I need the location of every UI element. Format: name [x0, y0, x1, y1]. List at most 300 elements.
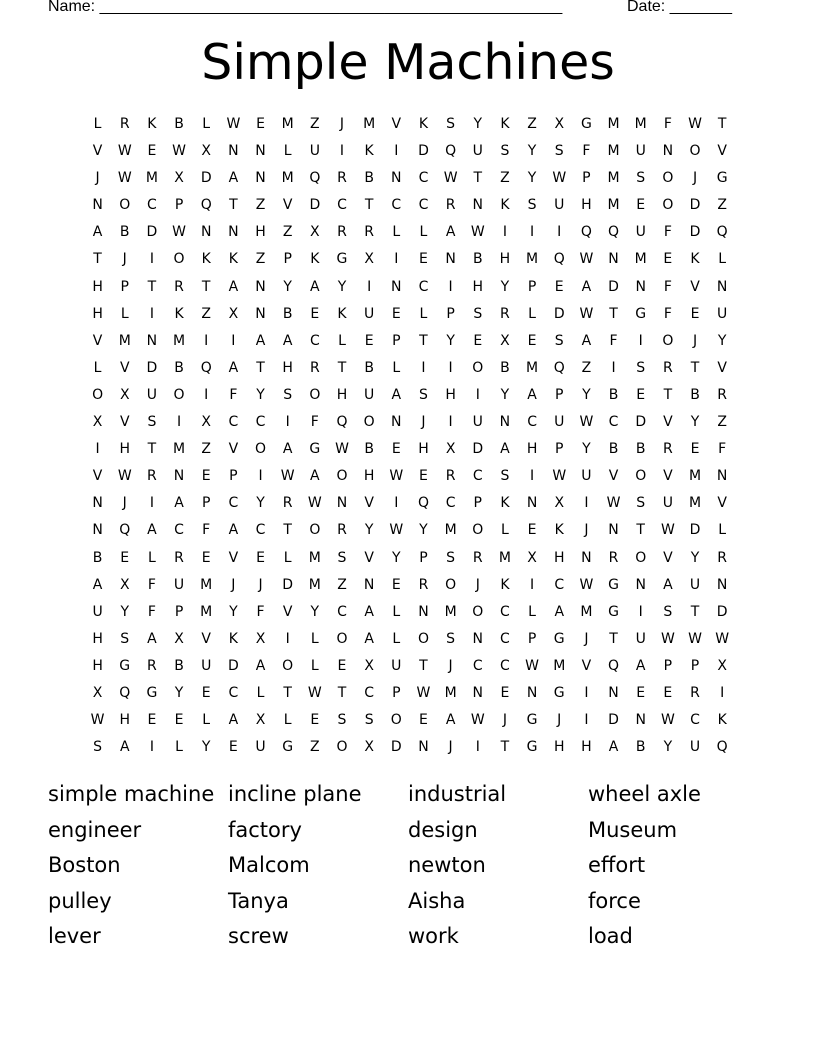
grid-letter: A: [635, 657, 646, 674]
word-list-item: Tanya: [228, 888, 289, 913]
grid-letter: T: [337, 359, 347, 376]
grid-row: [84, 409, 736, 436]
grid-letter: C: [309, 332, 320, 349]
grid-letter: V: [282, 197, 293, 214]
grid-letter: R: [337, 170, 347, 187]
grid-letter: Y: [256, 495, 265, 512]
grid-letter: A: [174, 495, 184, 512]
grid-row: [84, 572, 736, 599]
grid-letter: O: [173, 386, 185, 403]
grid-letter: T: [256, 359, 265, 376]
grid-letter: N: [635, 712, 646, 729]
grid-letter: O: [472, 603, 484, 620]
grid-letter: O: [689, 143, 701, 160]
grid-letter: A: [663, 576, 673, 593]
grid-letter: U: [472, 143, 483, 160]
grid-letter: I: [530, 576, 535, 593]
grid-letter: N: [391, 414, 402, 431]
grid-letter: T: [283, 522, 292, 539]
grid-letter: T: [663, 386, 673, 403]
grid-letter: W: [552, 170, 567, 187]
grid-letter: J: [231, 576, 236, 593]
grid-letter: C: [472, 468, 483, 485]
grid-letter: Y: [527, 143, 537, 160]
grid-row: [84, 626, 736, 653]
grid-letter: S: [446, 549, 456, 566]
grid-letter: M: [607, 197, 620, 214]
grid-letter: A: [228, 170, 239, 187]
grid-letter: K: [717, 712, 727, 729]
grid-letter: L: [528, 305, 536, 322]
grid-letter: R: [147, 468, 157, 485]
grid-letter: Y: [717, 332, 727, 349]
grid-letter: E: [391, 441, 401, 458]
word-list: [48, 777, 788, 955]
grid-letter: Y: [446, 332, 455, 349]
grid-letter: W: [117, 143, 132, 160]
grid-letter: W: [117, 170, 132, 187]
word-list-item: Museum: [588, 817, 678, 842]
grid-letter: S: [500, 468, 510, 485]
grid-row: [84, 246, 736, 273]
grid-letter: C: [228, 495, 239, 512]
grid-letter: W: [389, 468, 404, 485]
grid-letter: X: [527, 549, 537, 566]
grid-letter: R: [472, 549, 483, 566]
grid-letter: E: [527, 522, 537, 539]
page-title: Simple Machines: [201, 34, 615, 91]
grid-letter: Q: [119, 684, 131, 701]
grid-letter: N: [472, 197, 483, 214]
grid-letter: O: [309, 522, 321, 539]
grid-letter: Z: [255, 251, 266, 268]
grid-letter: A: [282, 441, 293, 458]
grid-letter: H: [92, 630, 103, 647]
grid-letter: N: [716, 468, 728, 485]
grid-letter: M: [688, 468, 702, 485]
grid-letter: P: [392, 684, 401, 701]
grid-letter: C: [472, 657, 483, 674]
grid-letter: Q: [608, 657, 620, 674]
grid-letter: A: [500, 441, 510, 458]
grid-letter: R: [119, 116, 130, 132]
grid-letter: Q: [309, 170, 321, 187]
grid-letter: O: [255, 441, 267, 458]
grid-letter: T: [419, 332, 428, 349]
grid-row: [84, 138, 736, 165]
grid-letter: R: [690, 684, 700, 701]
word-list-item: pulley: [48, 888, 112, 913]
grid-letter: S: [93, 739, 103, 756]
grid-letter: W: [90, 712, 105, 729]
grid-letter: L: [202, 116, 211, 132]
grid-letter: P: [174, 197, 184, 214]
grid-letter: H: [92, 657, 103, 674]
grid-letter: I: [95, 441, 100, 458]
grid-letter: T: [690, 359, 700, 376]
grid-letter: D: [689, 522, 701, 539]
grid-letter: X: [364, 657, 374, 674]
grid-letter: U: [554, 414, 565, 431]
grid-letter: M: [200, 576, 213, 593]
grid-letter: N: [255, 170, 266, 187]
grid-letter: L: [93, 359, 102, 376]
grid-letter: S: [147, 414, 157, 431]
grid-letter: N: [363, 576, 375, 593]
letter-grid: [84, 111, 736, 761]
grid-letter: N: [526, 684, 538, 701]
grid-letter: Y: [419, 522, 428, 539]
grid-letter: Q: [580, 224, 592, 241]
grid-letter: Q: [200, 197, 212, 214]
grid-letter: I: [149, 739, 154, 756]
grid-letter: A: [92, 576, 103, 593]
grid-letter: S: [554, 143, 564, 160]
grid-letter: X: [92, 414, 103, 431]
grid-letter: E: [120, 549, 130, 566]
grid-letter: N: [472, 684, 483, 701]
grid-letter: Z: [717, 197, 727, 214]
grid-letter: Z: [527, 116, 537, 132]
grid-letter: W: [715, 630, 730, 647]
grid-letter: A: [391, 386, 402, 403]
word-list-item: Aisha: [408, 888, 466, 913]
grid-letter: O: [635, 549, 647, 566]
word-list-item: load: [588, 924, 633, 948]
grid-letter: P: [527, 630, 537, 647]
grid-letter: M: [173, 441, 186, 458]
grid-letter: O: [336, 468, 348, 485]
grid-letter: K: [364, 143, 374, 160]
grid-letter: V: [717, 495, 727, 512]
grid-letter: R: [147, 657, 157, 674]
grid-letter: W: [117, 468, 132, 485]
grid-letter: S: [446, 630, 456, 647]
grid-letter: X: [119, 576, 130, 593]
grid-letter: I: [584, 712, 589, 729]
grid-letter: O: [309, 386, 321, 403]
grid-letter: N: [336, 495, 348, 512]
grid-letter: M: [607, 116, 620, 132]
grid-letter: M: [498, 549, 511, 566]
grid-row: [84, 707, 736, 734]
grid-letter: M: [607, 143, 620, 160]
grid-letter: H: [499, 251, 511, 268]
grid-letter: L: [93, 116, 102, 132]
grid-letter: U: [717, 305, 728, 322]
grid-letter: I: [204, 332, 209, 349]
grid-letter: A: [364, 603, 374, 620]
grid-letter: N: [418, 739, 429, 756]
grid-letter: Y: [582, 386, 591, 403]
grid-letter: W: [470, 224, 485, 241]
grid-letter: W: [280, 468, 295, 485]
grid-letter: E: [201, 468, 211, 485]
grid-letter: P: [419, 549, 428, 566]
grid-letter: P: [663, 657, 673, 674]
grid-letter: D: [553, 305, 565, 322]
grid-letter: N: [418, 603, 429, 620]
grid-letter: G: [608, 576, 619, 593]
grid-letter: F: [663, 305, 672, 322]
grid-letter: Z: [717, 414, 727, 431]
grid-letter: Y: [256, 386, 265, 403]
grid-row: [84, 436, 736, 463]
grid-letter: P: [229, 468, 238, 485]
grid-letter: E: [228, 739, 238, 756]
grid-letter: D: [146, 359, 158, 376]
grid-letter: N: [608, 251, 619, 268]
grid-letter: I: [367, 278, 372, 295]
grid-row: [84, 165, 736, 192]
grid-letter: F: [663, 278, 672, 295]
grid-letter: T: [147, 278, 157, 295]
grid-letter: N: [499, 414, 511, 431]
grid-letter: U: [309, 143, 320, 160]
grid-letter: V: [92, 332, 103, 349]
grid-letter: B: [364, 170, 374, 187]
grid-letter: F: [663, 224, 672, 241]
grid-letter: T: [147, 441, 157, 458]
grid-letter: N: [581, 549, 592, 566]
grid-letter: B: [364, 359, 374, 376]
grid-letter: M: [553, 657, 566, 674]
grid-letter: U: [173, 576, 185, 593]
grid-letter: C: [337, 197, 347, 214]
grid-letter: I: [638, 332, 643, 349]
grid-letter: Q: [417, 495, 429, 512]
grid-letter: L: [392, 603, 401, 620]
grid-letter: V: [391, 116, 402, 132]
word-list-item: wheel axle: [588, 782, 701, 806]
grid-letter: N: [92, 495, 103, 512]
grid-letter: J: [584, 630, 589, 647]
grid-letter: W: [470, 712, 485, 729]
grid-letter: W: [579, 414, 594, 431]
grid-letter: P: [283, 251, 292, 268]
grid-letter: A: [228, 359, 239, 376]
grid-letter: H: [282, 359, 293, 376]
grid-row: [84, 219, 736, 246]
grid-letter: E: [364, 332, 374, 349]
grid-row: [84, 355, 736, 382]
word-list-item: engineer: [48, 817, 142, 842]
grid-letter: P: [446, 305, 455, 322]
grid-letter: A: [554, 603, 565, 620]
grid-letter: N: [391, 278, 402, 295]
grid-letter: U: [689, 576, 701, 593]
grid-letter: C: [500, 630, 510, 647]
grid-letter: G: [309, 441, 321, 458]
grid-letter: U: [364, 386, 375, 403]
grid-letter: T: [201, 278, 211, 295]
grid-letter: H: [363, 468, 375, 485]
grid-letter: H: [581, 197, 592, 214]
grid-letter: B: [635, 441, 646, 458]
grid-letter: O: [363, 414, 375, 431]
grid-letter: N: [92, 197, 103, 214]
grid-letter: B: [92, 549, 103, 566]
grid-letter: I: [421, 359, 426, 376]
grid-letter: Y: [690, 549, 700, 566]
grid-letter: M: [308, 576, 321, 593]
grid-letter: Y: [310, 603, 320, 620]
grid-letter: R: [337, 224, 347, 241]
grid-letter: J: [421, 414, 426, 431]
grid-letter: R: [662, 441, 673, 458]
grid-letter: D: [282, 576, 294, 593]
grid-letter: U: [255, 739, 266, 756]
grid-letter: R: [282, 495, 293, 512]
grid-letter: S: [636, 495, 646, 512]
grid-letter: L: [283, 143, 292, 160]
grid-letter: L: [419, 305, 428, 322]
grid-letter: X: [554, 116, 565, 132]
grid-letter: R: [309, 359, 320, 376]
grid-letter: P: [392, 332, 401, 349]
word-list-item: simple machine: [48, 782, 215, 806]
grid-letter: X: [364, 251, 374, 268]
grid-letter: N: [716, 278, 728, 295]
grid-letter: U: [472, 414, 483, 431]
grid-letter: T: [609, 305, 618, 322]
grid-letter: E: [147, 143, 157, 160]
grid-letter: L: [120, 305, 129, 322]
grid-letter: D: [227, 657, 239, 674]
grid-letter: Q: [336, 414, 348, 431]
grid-letter: P: [473, 495, 482, 512]
grid-letter: M: [145, 170, 158, 187]
grid-letter: E: [527, 332, 537, 349]
grid-letter: R: [364, 224, 374, 241]
grid-letter: T: [93, 251, 102, 268]
grid-letter: E: [636, 197, 646, 214]
grid-letter: W: [443, 170, 458, 187]
grid-letter: E: [690, 441, 700, 458]
grid-letter: Z: [500, 170, 510, 187]
grid-letter: A: [228, 278, 239, 295]
grid-letter: S: [337, 549, 347, 566]
grid-letter: C: [527, 414, 537, 431]
grid-letter: F: [229, 386, 238, 403]
grid-letter: M: [634, 116, 647, 132]
grid-letter: I: [475, 739, 480, 756]
grid-letter: I: [584, 495, 589, 512]
grid-letter: D: [390, 739, 402, 756]
grid-letter: M: [173, 332, 186, 349]
grid-letter: O: [390, 712, 402, 729]
grid-letter: L: [310, 630, 319, 647]
grid-letter: Z: [255, 197, 266, 214]
grid-letter: W: [660, 630, 675, 647]
grid-letter: I: [530, 468, 535, 485]
grid-letter: J: [557, 712, 562, 729]
grid-letter: S: [419, 386, 428, 403]
grid-letter: U: [689, 739, 701, 756]
grid-letter: U: [391, 657, 402, 674]
grid-letter: C: [500, 657, 510, 674]
grid-letter: S: [283, 386, 293, 403]
grid-letter: Q: [553, 359, 565, 376]
grid-letter: G: [580, 116, 592, 132]
grid-letter: A: [255, 332, 266, 349]
grid-letter: N: [173, 468, 185, 485]
grid-letter: X: [364, 739, 374, 756]
grid-letter: A: [310, 278, 320, 295]
grid-letter: R: [174, 278, 184, 295]
grid-letter: V: [228, 549, 239, 566]
header-line: [48, 0, 748, 20]
grid-letter: W: [688, 116, 702, 132]
grid-letter: V: [92, 468, 103, 485]
grid-letter: O: [662, 197, 674, 214]
grid-letter: O: [336, 630, 348, 647]
grid-letter: T: [609, 630, 618, 647]
grid-letter: H: [553, 549, 565, 566]
grid-letter: G: [526, 739, 538, 756]
grid-letter: B: [500, 359, 510, 376]
grid-letter: N: [146, 332, 158, 349]
grid-letter: Z: [201, 441, 211, 458]
grid-letter: M: [526, 359, 539, 376]
grid-letter: V: [663, 549, 673, 566]
grid-letter: C: [418, 170, 429, 187]
grid-letter: G: [282, 739, 294, 756]
grid-letter: Y: [201, 739, 211, 756]
grid-letter: L: [419, 224, 428, 241]
grid-letter: G: [608, 603, 619, 620]
grid-letter: E: [391, 305, 401, 322]
grid-letter: Q: [200, 359, 212, 376]
grid-letter: I: [149, 251, 154, 268]
grid-letter: N: [200, 224, 212, 241]
grid-letter: D: [472, 441, 484, 458]
grid-letter: W: [688, 630, 702, 647]
grid-letter: T: [283, 684, 292, 701]
grid-letter: H: [255, 224, 266, 241]
grid-letter: P: [201, 495, 211, 512]
grid-letter: S: [527, 197, 537, 214]
grid-letter: V: [663, 414, 673, 431]
grid-letter: D: [418, 143, 429, 160]
grid-letter: O: [445, 576, 457, 593]
grid-letter: E: [201, 684, 211, 701]
grid-letter: V: [228, 441, 239, 458]
grid-letter: T: [636, 522, 645, 539]
grid-letter: X: [201, 414, 211, 431]
grid-letter: K: [228, 251, 238, 268]
grid-letter: Q: [445, 143, 457, 160]
grid-letter: R: [500, 305, 510, 322]
grid-letter: X: [255, 630, 266, 647]
grid-letter: L: [310, 657, 319, 674]
grid-letter: M: [308, 549, 321, 566]
grid-letter: E: [391, 576, 401, 593]
grid-letter: E: [636, 386, 646, 403]
grid-letter: O: [336, 739, 348, 756]
grid-letter: X: [445, 441, 456, 458]
grid-letter: Y: [500, 386, 510, 403]
grid-letter: W: [416, 684, 431, 701]
grid-letter: O: [662, 332, 674, 349]
grid-row: [84, 517, 736, 544]
grid-letter: K: [500, 576, 510, 593]
grid-letter: V: [282, 603, 293, 620]
grid-letter: N: [445, 251, 456, 268]
grid-row: [84, 545, 736, 572]
grid-letter: C: [364, 684, 375, 701]
grid-letter: V: [364, 549, 374, 566]
